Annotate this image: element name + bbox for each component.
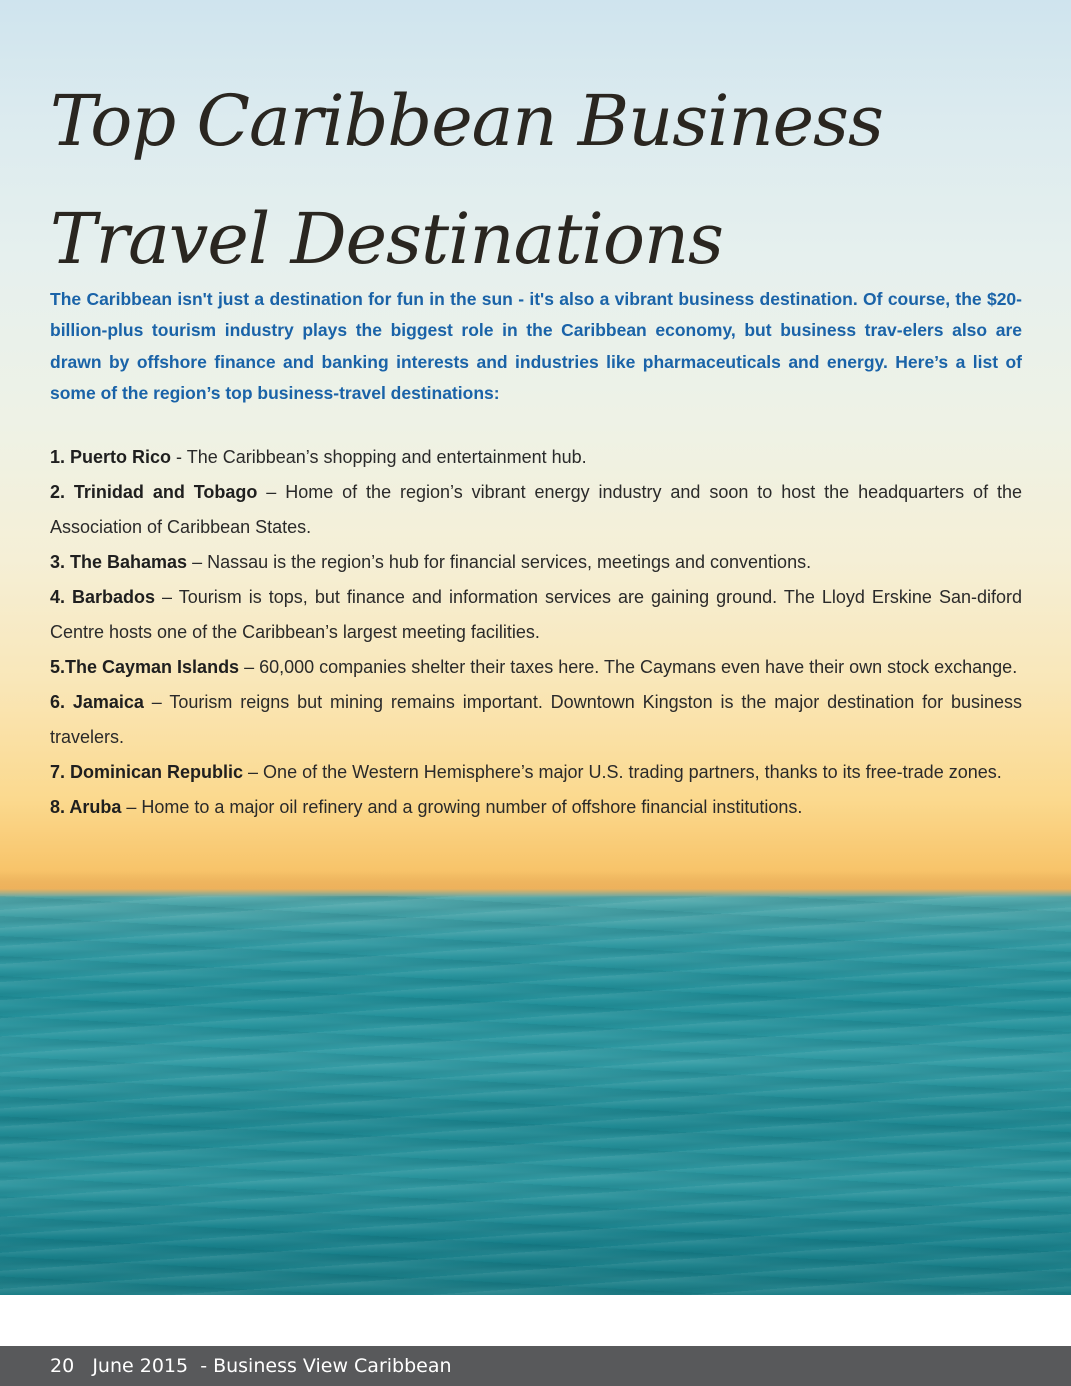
destination-description: – Home of the region’s vibrant energy industry and soon to host the headquarters of the Association of Caribbean States. xyxy=(50,482,1022,537)
list-item xyxy=(50,545,1022,580)
destination-description: – Tourism is tops, but finance and information services are gaining ground. The Lloyd Erskine San-diford Centre hosts one of the Caribbean’s largest meeting facilities. xyxy=(50,587,1022,642)
footer-text xyxy=(50,1355,452,1377)
destination-name: 5.The Cayman Islands xyxy=(50,657,240,677)
destination-description: – Tourism reigns but mining remains important. Downtown Kingston is the major destination for business travelers. xyxy=(50,692,1022,747)
title-line-1: Top Caribbean Business xyxy=(50,80,883,162)
destination-list xyxy=(50,440,1022,825)
page-number: 20 xyxy=(50,1355,75,1377)
destination-name: 6. Jamaica xyxy=(50,692,144,712)
destination-description: – 60,000 companies shelter their taxes here. The Caymans even have their own stock exchange. xyxy=(239,657,1018,677)
intro-paragraph: The Caribbean isn't just a destination for fun in the sun - it's also a vibrant business destination. Of course, the $20-billion-plus tourism industry plays the biggest role in the Caribbean economy, but business trav-elers also are drawn by offshore finance and banking interests and industries like pharmaceuticals and energy. Here’s a list of some of the region’s top business-travel destinations: xyxy=(50,289,1022,403)
destination-name: 7. Dominican Republic xyxy=(50,762,244,782)
destination-description: – Nassau is the region’s hub for financial services, meetings and conventions. xyxy=(187,552,812,572)
page-footer xyxy=(0,1346,1071,1386)
list-item xyxy=(50,440,1022,475)
page-title xyxy=(50,62,950,298)
destination-description: – One of the Western Hemisphere’s major U.S. trading partners, thanks to its free-trade zones. xyxy=(243,762,1002,782)
title-line-2: Travel Destinations xyxy=(50,198,723,280)
list-item xyxy=(50,755,1022,790)
list-item xyxy=(50,475,1022,545)
list-item xyxy=(50,790,1022,825)
publication-name: - Business View Caribbean xyxy=(200,1355,452,1377)
list-item xyxy=(50,580,1022,650)
horizon xyxy=(0,872,1071,896)
list-item xyxy=(50,685,1022,755)
sea-waves xyxy=(0,892,1071,1295)
destination-name: 8. Aruba xyxy=(50,797,122,817)
destination-name: 3. The Bahamas xyxy=(50,552,188,572)
issue-date: June 2015 xyxy=(92,1355,189,1377)
destination-description: - The Caribbean’s shopping and entertainment hub. xyxy=(171,447,587,467)
list-item xyxy=(50,650,1022,685)
destination-description: – Home to a major oil refinery and a growing number of offshore financial institutions. xyxy=(121,797,803,817)
destination-name: 4. Barbados xyxy=(50,587,156,607)
destination-name: 1. Puerto Rico xyxy=(50,447,172,467)
destination-name: 2. Trinidad and Tobago xyxy=(50,482,258,502)
